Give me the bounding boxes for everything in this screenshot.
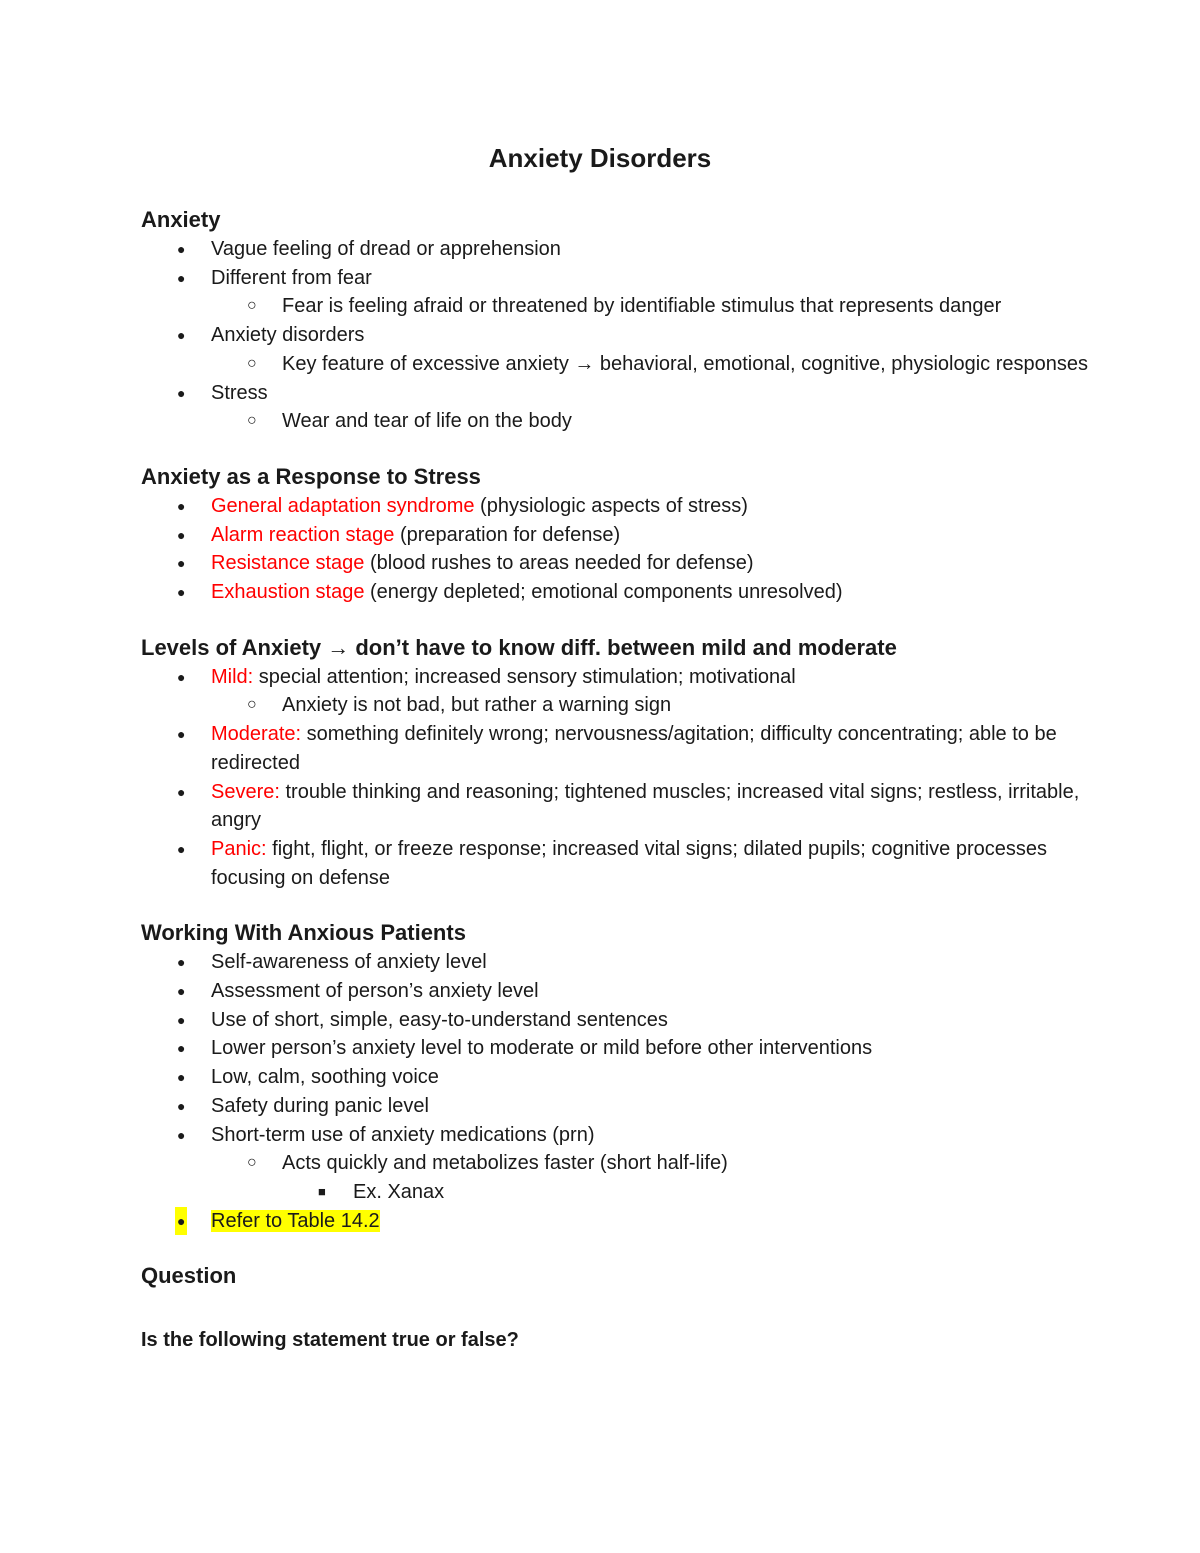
section-anxiety [141, 205, 1101, 436]
list-item: ● Exhaustion stage (energy depleted; emotional components unresolved) [141, 578, 1101, 607]
term-label: Moderate: [211, 723, 302, 746]
section-question [141, 1261, 1101, 1355]
list-item: ● Vague feeling of dread or apprehension [141, 235, 1101, 264]
bullet-disc-icon: ● [177, 840, 186, 857]
bullet-disc-icon: ● [177, 384, 186, 401]
bullet-disc-icon: ● [177, 241, 186, 257]
list-item: ● Lower person’s anxiety level to moderate or mild before other interventions [141, 1034, 1101, 1063]
bullet-disc-icon: ● [175, 1207, 187, 1236]
term-label: Exhaustion stage [211, 581, 365, 604]
list-item: ● Moderate: something definitely wrong; nervousness/agitation; difficulty concentrating; able to be redirected [141, 720, 1101, 777]
bullet-list [141, 235, 1101, 436]
term-label: General adaptation syndrome [211, 494, 475, 517]
bullet-circle-icon: ○ [247, 696, 257, 714]
term-label: Mild: [211, 665, 254, 688]
list-item: ○ Key feature of excessive anxiety → behavioral, emotional, cognitive, physiologic responses [141, 350, 1101, 379]
list-item: ○ Wear and tear of life on the body [141, 407, 1101, 436]
section-heading: Anxiety [141, 207, 221, 232]
list-item: ● Stress [141, 379, 1101, 408]
section-heading: Working With Anxious Patients [141, 920, 466, 946]
bullet-disc-icon: ● [177, 668, 186, 685]
bullet-disc-icon: ● [177, 497, 186, 514]
bullet-disc-icon: ● [177, 983, 186, 1000]
term-label: Resistance stage [211, 552, 365, 575]
bullet-disc-icon: ● [177, 327, 186, 344]
section-heading: Levels of Anxiety → don’t have to know diff. between mild and moderate [141, 634, 897, 660]
list-item: ● Low, calm, soothing voice [141, 1063, 1101, 1092]
list-item: ● Assessment of person’s anxiety level [141, 977, 1101, 1006]
section-heading: Question [141, 1263, 237, 1289]
list-item: ○ Anxiety is not bad, but rather a warning sign [141, 691, 1101, 720]
bullet-disc-icon: ● [177, 954, 186, 971]
list-item: ■ Ex. Xanax [141, 1178, 1101, 1207]
bullet-disc-icon: ● [177, 783, 186, 800]
section-levels-of-anxiety [141, 633, 1101, 893]
list-item: ● General adaptation syndrome (physiologic aspects of stress) [141, 492, 1101, 521]
question-prompt: Is the following statement true or false? [141, 1329, 519, 1352]
list-item: ● Mild: special attention; increased sensory stimulation; motivational [141, 663, 1101, 692]
bullet-disc-icon: ● [177, 555, 186, 572]
bullet-circle-icon: ○ [247, 412, 257, 430]
bullet-disc-icon: ● [177, 1097, 186, 1114]
list-item: ○ Acts quickly and metabolizes faster (short half-life) [141, 1149, 1101, 1178]
term-label: Panic: [211, 837, 267, 860]
list-item: ● Severe: trouble thinking and reasoning; tightened muscles; increased vital signs; restless, irritable, angry [141, 778, 1101, 835]
bullet-disc-icon: ● [177, 526, 186, 543]
list-item: ○ Fear is feeling afraid or threatened by identifiable stimulus that represents danger [141, 292, 1101, 321]
list-item: ● Safety during panic level [141, 1092, 1101, 1121]
bullet-circle-icon: ○ [247, 297, 257, 315]
bullet-disc-icon: ● [177, 726, 186, 743]
list-item: ● Alarm reaction stage (preparation for defense) [141, 521, 1101, 550]
section-working-with-patients [141, 918, 1101, 1235]
highlighted-list-item [141, 1207, 1101, 1236]
bullet-circle-icon: ○ [247, 1154, 257, 1172]
term-label: Alarm reaction stage [211, 523, 395, 546]
document-body [141, 205, 1101, 1381]
bullet-disc-icon: ● [177, 269, 186, 286]
list-item: ● Different from fear [141, 264, 1101, 293]
bullet-square-icon: ■ [318, 1183, 326, 1199]
bullet-disc-icon: ● [177, 1069, 186, 1086]
bullet-circle-icon: ○ [247, 354, 257, 372]
bullet-list [141, 663, 1101, 893]
bullet-disc-icon: ● [177, 1040, 186, 1057]
term-label: Severe: [211, 780, 280, 803]
list-item: ● Short-term use of anxiety medications (prn) [141, 1121, 1101, 1150]
bullet-list [141, 492, 1101, 607]
list-item: ● Self-awareness of anxiety level [141, 948, 1101, 977]
bullet-disc-icon: ● [177, 584, 186, 601]
list-item: ● Use of short, simple, easy-to-understand sentences [141, 1006, 1101, 1035]
list-item: ● Panic: fight, flight, or freeze response; increased vital signs; dilated pupils; cognitive processes focusing on defense [141, 835, 1101, 892]
list-item: ● Resistance stage (blood rushes to areas needed for defense) [141, 549, 1101, 578]
section-stress-response [141, 462, 1101, 607]
bullet-disc-icon: ● [177, 1011, 186, 1028]
section-heading: Anxiety as a Response to Stress [141, 463, 481, 489]
page-title: Anxiety Disorders [488, 143, 712, 173]
bullet-disc-icon: ● [177, 1126, 186, 1143]
highlighted-text: Refer to Table 14.2 [211, 1209, 380, 1232]
list-item: ● Anxiety disorders [141, 321, 1101, 350]
bullet-list [141, 948, 1101, 1235]
